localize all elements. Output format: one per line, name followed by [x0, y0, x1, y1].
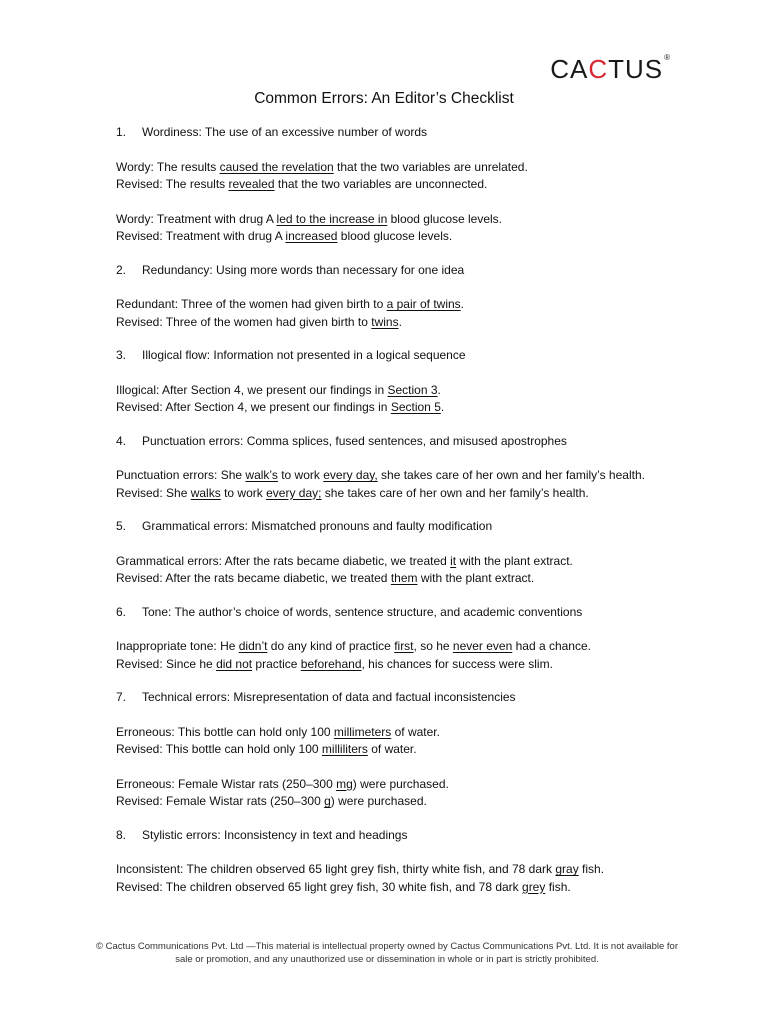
highlighted-phrase: milliliters	[321, 742, 368, 756]
example-text: of water.	[391, 724, 440, 739]
example-error	[116, 211, 676, 229]
highlighted-phrase: every day;	[266, 485, 322, 500]
example-text: of water.	[367, 742, 417, 756]
example-revised	[116, 656, 676, 674]
example-text: Revised: She	[116, 485, 191, 500]
example-error	[116, 382, 676, 400]
highlighted-phrase: caused the revelation	[219, 159, 334, 174]
section-term: Tone:	[142, 604, 172, 619]
example-text: Revised: Treatment with drug A	[116, 229, 286, 243]
logo-text-2: TUS	[608, 54, 664, 84]
example-text: Wordy: The results	[116, 159, 220, 174]
example-text: Erroneous: This bottle can hold only 100	[116, 724, 334, 739]
cactus-logo	[550, 53, 671, 84]
example-text: to work	[277, 468, 324, 482]
example-text: she takes care of her own and her family’s health.	[321, 485, 589, 500]
example-text: Revised: After the rats became diabetic, we treated	[116, 571, 391, 585]
example-text: she takes care of her own and her family’s health.	[377, 468, 645, 482]
example-error	[116, 553, 676, 571]
section-term: Grammatical errors:	[142, 519, 249, 533]
section-description: Comma splices, fused sentences, and misused apostrophes	[243, 433, 567, 448]
section-heading	[116, 262, 676, 280]
example-text: .	[398, 314, 402, 329]
section-number: 7.	[116, 690, 127, 704]
highlighted-phrase: mg	[336, 776, 353, 791]
example-text: Wordy: Treatment with drug A	[116, 211, 277, 226]
example-text: Revised: This bottle can hold only 100	[116, 742, 322, 756]
example-text: Revised: The results	[116, 177, 229, 191]
example-pair	[116, 776, 676, 811]
example-text: that the two variables are unrelated.	[333, 159, 528, 174]
example-text: Redundant: Three of the women had given birth to	[116, 297, 387, 311]
example-text: practice	[252, 656, 301, 671]
example-text: Grammatical errors: After the rats became diabetic, we treated	[116, 553, 451, 568]
example-text: fish.	[578, 862, 605, 876]
example-text: Revised: Three of the women had given birth to	[116, 314, 372, 329]
highlighted-phrase: did not	[216, 656, 253, 671]
example-text: blood glucose levels.	[387, 211, 503, 226]
section-number: 1.	[116, 125, 127, 139]
copyright-footer: © Cactus Communications Pvt. Ltd —This material is intellectual property owned by Cactus Communications Pvt. Ltd. It is not available for sale or promotion, and any unauthorized use or dissemination in whole or in part is strictly prohibited.	[96, 941, 678, 965]
section-number: 2.	[116, 262, 127, 277]
example-text: Erroneous: Female Wistar rats (250–300	[116, 776, 337, 791]
section-number: 3.	[116, 348, 127, 362]
section-number: 4.	[116, 433, 127, 448]
section-term: Illogical flow:	[142, 348, 211, 362]
example-error	[116, 296, 676, 314]
example-text: do any kind of practice	[267, 639, 395, 653]
example-error	[116, 638, 676, 656]
example-revised	[116, 399, 676, 417]
example-text: , so he	[413, 639, 453, 653]
highlighted-phrase: twins	[371, 314, 399, 329]
example-error	[116, 159, 676, 177]
highlighted-phrase: walk’s	[245, 468, 278, 482]
checklist-content	[116, 124, 676, 896]
highlighted-phrase: every day,	[323, 468, 378, 482]
example-text: , his chances for success were slim.	[361, 656, 553, 671]
highlighted-phrase: millimeters	[333, 724, 392, 739]
example-text: .	[460, 297, 465, 311]
section-term: Redundancy:	[142, 262, 213, 277]
example-text: that the two variables are unconnected.	[274, 177, 488, 191]
example-text: with the plant extract.	[456, 553, 573, 568]
example-pair	[116, 861, 676, 896]
highlighted-phrase: increased	[285, 229, 338, 243]
section-number: 5.	[116, 519, 127, 533]
highlighted-phrase: Section 5	[390, 400, 441, 414]
highlighted-phrase: grey	[522, 879, 546, 894]
example-text: ) were purchased.	[330, 794, 427, 808]
example-error	[116, 724, 676, 742]
example-text: Revised: Since he	[116, 656, 217, 671]
section-description: Using more words than necessary for one idea	[212, 262, 465, 277]
section-number: 8.	[116, 827, 127, 842]
example-text: Revised: The children observed 65 light grey fish, 30 white fish, and 78 dark	[116, 879, 523, 894]
example-pair	[116, 382, 676, 417]
highlighted-phrase: first	[394, 639, 414, 653]
highlighted-phrase: a pair of twins	[386, 297, 461, 311]
section-heading	[116, 433, 676, 451]
example-revised	[116, 228, 676, 246]
section-term: Wordiness:	[142, 125, 202, 139]
section-heading	[116, 518, 676, 536]
example-error	[116, 861, 676, 879]
section-description: Misrepresentation of data and factual inconsistencies	[230, 690, 516, 704]
example-revised	[116, 793, 676, 811]
example-revised	[116, 176, 676, 194]
section-term: Technical errors:	[142, 690, 231, 704]
highlighted-phrase: them	[390, 571, 418, 585]
highlighted-phrase: Section 3	[387, 382, 438, 397]
section-number: 6.	[116, 604, 127, 619]
highlighted-phrase: gray	[555, 862, 579, 876]
example-pair	[116, 724, 676, 759]
section-description: Mismatched pronouns and faulty modification	[248, 519, 493, 533]
example-text: Revised: After Section 4, we present our findings in	[116, 400, 391, 414]
highlighted-phrase: it	[450, 553, 457, 568]
example-pair	[116, 211, 676, 246]
example-revised	[116, 879, 676, 897]
example-text: .	[437, 382, 441, 397]
section-heading	[116, 347, 676, 365]
example-text: .	[440, 400, 445, 414]
section-description: Inconsistency in text and headings	[220, 827, 408, 842]
logo-text-accent: C	[588, 54, 609, 84]
section-description: The author’s choice of words, sentence structure, and academic conventions	[171, 604, 583, 619]
example-text: Revised: Female Wistar rats (250–300	[116, 794, 325, 808]
example-pair	[116, 159, 676, 194]
example-text: Inconsistent: The children observed 65 light grey fish, thirty white fish, and 78 dark	[116, 862, 556, 876]
section-heading	[116, 124, 676, 142]
example-pair	[116, 553, 676, 588]
example-revised	[116, 741, 676, 759]
example-text: fish.	[545, 879, 571, 894]
example-revised	[116, 485, 676, 503]
section-heading	[116, 604, 676, 622]
highlighted-phrase: g	[324, 794, 331, 808]
example-text: to work	[220, 485, 267, 500]
example-error	[116, 776, 676, 794]
example-pair	[116, 296, 676, 331]
example-text: Illogical: After Section 4, we present our findings in	[116, 382, 388, 397]
section-description: Information not presented in a logical sequence	[210, 348, 466, 362]
section-term: Stylistic errors:	[142, 827, 221, 842]
logo-text-1: CA	[550, 54, 589, 84]
example-revised	[116, 314, 676, 332]
highlighted-phrase: beforehand	[300, 656, 362, 671]
highlighted-phrase: never even	[452, 639, 513, 653]
highlighted-phrase: didn’t	[238, 639, 268, 653]
example-text: ) were purchased.	[352, 776, 449, 791]
example-text: Punctuation errors: She	[116, 468, 246, 482]
example-error	[116, 467, 676, 485]
registered-mark: ®	[664, 53, 671, 62]
highlighted-phrase: walks	[190, 485, 221, 500]
example-text: Inappropriate tone: He	[116, 639, 239, 653]
section-heading	[116, 689, 676, 707]
example-text: had a chance.	[512, 639, 591, 653]
section-term: Punctuation errors:	[142, 433, 244, 448]
section-description: The use of an excessive number of words	[201, 125, 428, 139]
highlighted-phrase: led to the increase in	[276, 211, 388, 226]
section-heading	[116, 827, 676, 845]
page-title: Common Errors: An Editor’s Checklist	[254, 90, 514, 107]
example-revised	[116, 570, 676, 588]
highlighted-phrase: revealed	[228, 177, 275, 191]
example-text: blood glucose levels.	[337, 229, 453, 243]
example-pair	[116, 467, 676, 502]
example-text: with the plant extract.	[417, 571, 535, 585]
example-pair	[116, 638, 676, 673]
